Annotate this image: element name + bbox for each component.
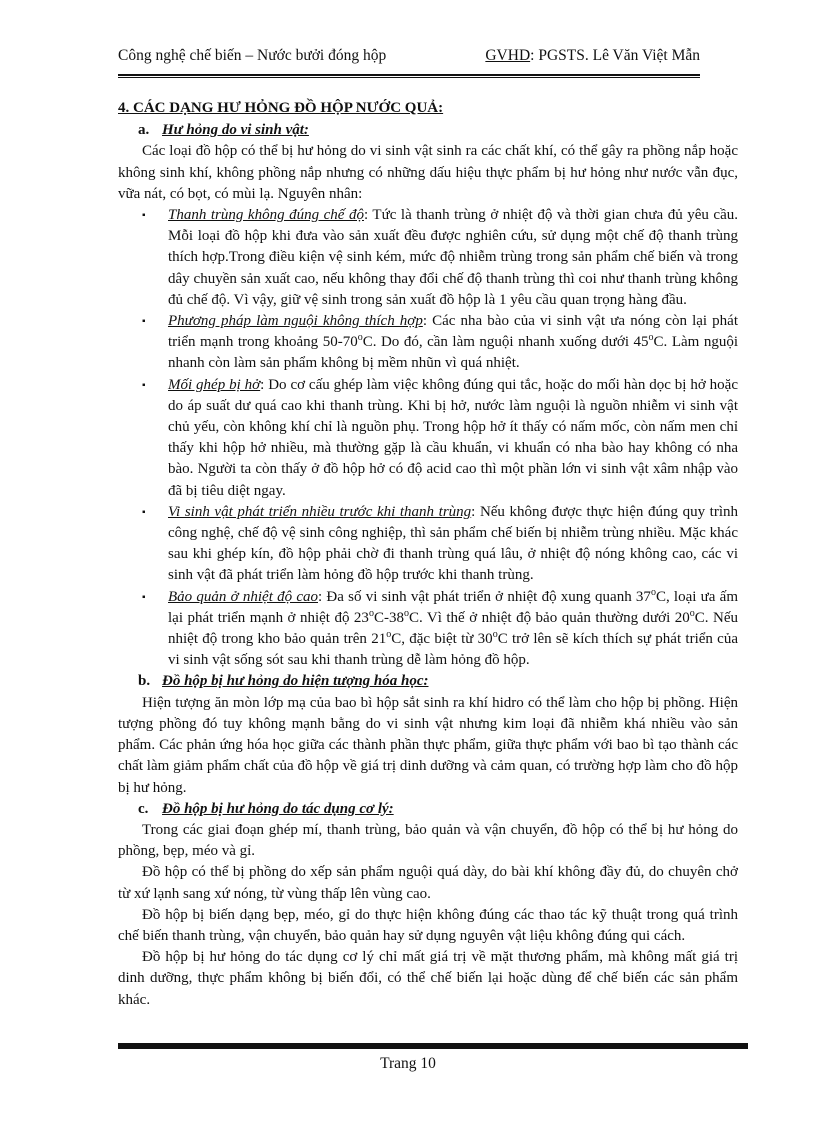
degree-sup: o bbox=[492, 629, 498, 641]
section-heading bbox=[118, 98, 738, 119]
subheading-b-letter: b. bbox=[138, 673, 151, 690]
header-instructor-name: : PGSTS. Lê Văn Việt Mẫn bbox=[530, 47, 700, 64]
bullet-icon: ▪ bbox=[142, 316, 146, 328]
page-header bbox=[118, 47, 700, 73]
page-number: Trang 10 bbox=[380, 1055, 436, 1072]
list-item-text: C. Vì thế ở nhiệt độ bảo quản thường dưới 20 bbox=[408, 609, 690, 626]
list-item-text: : Tức là thanh trùng ở nhiệt độ và thời gian chưa đủ yêu cầu. Mỗi loại đồ hộp khi đưa vào sản xuất đều được nghiên cứu, sử dụng một chế độ thanh trùng thích hợp.Trong điều kiện vệ sinh kém, mức độ nhiễm trùng trong sản phẩm chế biến và trong dây chuyền sản xuất cao, nếu không thay đổi chế độ thanh trùng thì coi như thanh trùng không đủ chế độ. Vì vậy, giữ vệ sinh trong sản xuất đồ hộp là 1 yêu cầu quan trọng hàng đầu. bbox=[168, 207, 738, 308]
list-item-text: C-38 bbox=[373, 609, 404, 626]
part-a-intro: Các loại đồ hộp có thể bị hư hỏng do vi sinh vật sinh ra các chất khí, có thể gây ra phồng nắp hoặc không sinh khí, không phồng nắp nhưng có những dấu hiệu thực phẩm bị hư hỏng như nước vẫn đục, vữa nát, có bọt, có mùi lạ. Nguyên nhân: bbox=[118, 143, 738, 202]
subheading-c bbox=[118, 799, 738, 820]
list-item bbox=[142, 375, 738, 502]
subheading-c-title: Đồ hộp bị hư hỏng do tác dụng cơ lý: bbox=[162, 800, 394, 817]
list-item-text: : Đa số vi sinh vật phát triển ở nhiệt độ xung quanh 37 bbox=[318, 588, 651, 605]
list-item bbox=[142, 502, 738, 587]
degree-sup: o bbox=[689, 607, 695, 619]
page-content bbox=[118, 98, 738, 1011]
part-c-paragraph: Trong các giai đoạn ghép mí, thanh trùng, bảo quản và vận chuyển, đồ hộp có thể bị hư hỏng do phồng, bẹp, méo và gỉ. bbox=[118, 821, 738, 860]
list-item-lead: Bảo quản ở nhiệt độ cao bbox=[168, 588, 318, 605]
subheading-c-letter: c. bbox=[138, 800, 149, 817]
subheading-b-title: Đồ hộp bị hư hỏng do hiện tượng hóa học: bbox=[162, 673, 429, 690]
bullet-icon: ▪ bbox=[142, 210, 146, 222]
list-item bbox=[142, 586, 738, 672]
footer-rule bbox=[118, 1043, 748, 1049]
list-item-text: : Nếu không được thực hiện đúng quy trình công nghệ, chế độ vệ sinh công nghiệp, thì sản phẩm chế biến bị nhiễm trùng nhiều. Mặc khác sau khi ghép kín, đồ hộp phải chờ đi thanh trùng quá lâu, ở nhiệt độ nóng không cao, các vi sinh vật đã phát triển làm hỏng đồ hộp trước khi thanh trùng. bbox=[168, 503, 738, 584]
part-c-paragraph: Đồ hộp bị hư hỏng do tác dụng cơ lý chỉ mất giá trị về mặt thương phẩm, mà không mất giá trị dinh dưỡng, thực phẩm không bị biến đổi, có thể chế biến lại hoặc dùng để chế biến các sản phẩm khác. bbox=[118, 949, 738, 1008]
bullet-icon: ▪ bbox=[142, 379, 146, 391]
degree-sup: o bbox=[403, 607, 409, 619]
header-rule bbox=[118, 74, 700, 78]
list-item-lead: Thanh trùng không đúng chế độ bbox=[168, 207, 364, 224]
subheading-b bbox=[118, 671, 738, 692]
list-item-text: : Các nha bào của vi sinh vật ưa nóng còn lại phát triển mạnh trong khoảng 50-70 bbox=[168, 313, 738, 351]
list-item-text: C, loại ưa ấm lại phát triển mạnh ở nhiệt độ 23 bbox=[168, 588, 738, 626]
part-c-paragraph: Đồ hộp có thể bị phồng do xếp sản phẩm nguội quá dày, do bài khí không đầy đủ, do chuyên chở từ xứ lạnh sang xứ nóng, từ vùng thấp lên vùng cao. bbox=[118, 864, 738, 902]
list-item-text: C, đặc biệt từ 30 bbox=[391, 631, 493, 648]
list-item-text: C. Do đó, cần làm nguội nhanh xuống dưới 45 bbox=[362, 334, 649, 351]
degree-sup: o bbox=[650, 586, 656, 598]
list-item-lead: Vi sinh vật phát triển nhiều trước khi thanh trùng bbox=[168, 503, 472, 520]
list-item bbox=[142, 311, 738, 375]
header-course-title: Công nghệ chế biến – Nước bưởi đóng hộp bbox=[118, 47, 387, 64]
list-item-lead: Phương pháp làm nguội không thích hợp bbox=[168, 313, 423, 330]
subheading-a-title: Hư hỏng do vi sinh vật: bbox=[162, 122, 309, 139]
list-item-lead: Mối ghép bị hở bbox=[168, 376, 261, 393]
part-c-paragraph: Đồ hộp bị biến dạng bẹp, méo, gỉ do thực hiện không đúng các thao tác kỹ thuật trong quá trình chế biến thanh trùng, vận chuyển, bảo quản hay sử dụng nguyên vật liệu không đúng qui cách. bbox=[118, 906, 738, 944]
section-title: CÁC DẠNG HƯ HỎNG ĐỒ HỘP NƯỚC QUẢ: bbox=[133, 100, 444, 116]
subheading-a-letter: a. bbox=[138, 122, 150, 139]
list-item-text: C trở lên sẽ kích thích sự phát triển của vi sinh vật sống sót sau khi thanh trùng dễ làm hỏng đồ hộp. bbox=[168, 631, 738, 669]
cause-list bbox=[118, 205, 738, 671]
degree-sup: o bbox=[368, 607, 374, 619]
header-instructor bbox=[485, 47, 700, 65]
part-b-body: Hiện tượng ăn mòn lớp mạ của bao bì hộp sắt sinh ra khí hidro có thể làm cho hộp bị phồng. Hiện tượng phồng đó tuy không mạnh bằng do vi sinh vật nhưng kim loại đã nhiễm khá nhiều vào sản phẩm. Các phản ứng hóa học giữa các thành phần thực phẩm, giữa thực phẩm với bao bì tạo thành các chất làm giảm phẩm chất của đồ hộp về giá trị dinh dưỡng và cảm quan, có trường hợp làm cho đồ hộp bị hư hỏng. bbox=[118, 694, 738, 796]
degree-sup: o bbox=[648, 332, 654, 344]
list-item-text: C. Làm nguội nhanh còn làm sản phẩm không bị mềm nhũn vì quá nhiệt. bbox=[168, 334, 738, 372]
bullet-icon: ▪ bbox=[142, 591, 146, 603]
bullet-icon: ▪ bbox=[142, 506, 146, 518]
list-item bbox=[142, 205, 738, 311]
subheading-a bbox=[118, 120, 738, 141]
degree-sup: o bbox=[386, 629, 392, 641]
header-instructor-label: GVHD bbox=[485, 47, 531, 64]
degree-sup: o bbox=[357, 332, 363, 344]
list-item-text: C. Nếu nhiệt độ trong kho bảo quản trên 21 bbox=[168, 609, 738, 648]
section-number: 4. bbox=[118, 100, 133, 116]
list-item-text: : Do cơ cấu ghép làm việc không đúng qui tắc, hoặc do mối hàn dọc bị hở hoặc do áp suất dư quá cao khi thanh trùng. Khi bị hở, nước làm nguội là nguồn nhiễm vi sinh vật chủ yếu, còn không khí chỉ là nguồn phụ. Trong hộp hở ít thấy có nấm mốc, còn nấm men chỉ thấy khi hộp hở nhiều, mà thường gặp là cầu khuẩn, vi khuẩn có nha bào hay không có nha bào. Người ta còn thấy ở đồ hộp hở có độ acid cao thì một phần lớn vi sinh vật xâm nhập vào đã bị tiêu diệt ngay. bbox=[168, 376, 738, 499]
